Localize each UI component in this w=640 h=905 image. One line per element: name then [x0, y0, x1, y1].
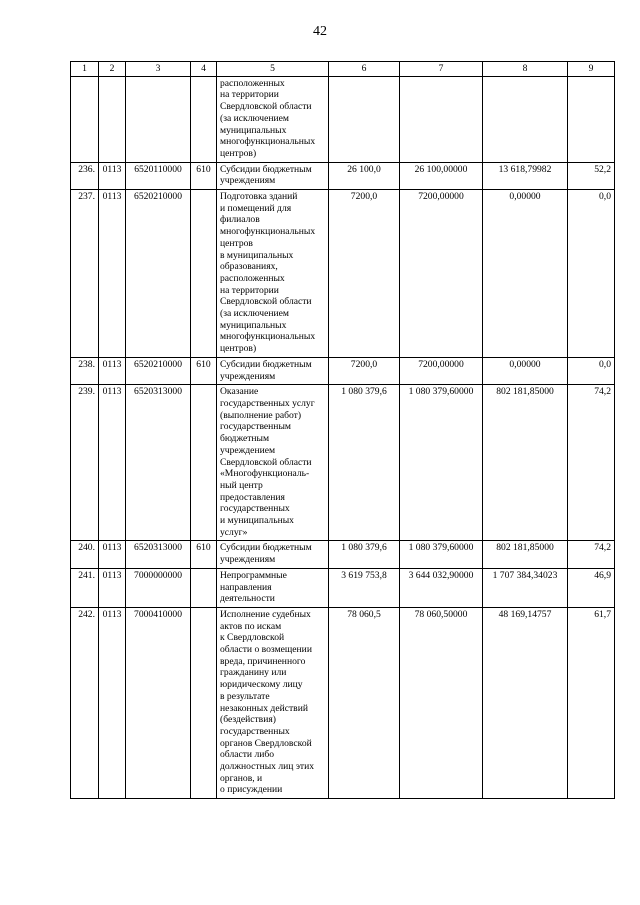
row-number: 238.: [71, 357, 99, 384]
execution-percent: 0,0: [568, 190, 615, 358]
table-row: [71, 568, 615, 607]
specified-amount: 78 060,50000: [400, 607, 483, 798]
item-name: Оказание государственных услуг (выполнение работ) государственным бюджетным учреждением Свердловской области «Многофункциональ- ный центр предоставления государственных и муниципальных услуг»: [217, 385, 329, 541]
approved-amount: [329, 76, 400, 162]
page-number: 42: [313, 24, 327, 39]
header-cell: 1: [71, 62, 99, 77]
expense-kind-code: [191, 385, 217, 541]
target-article-code: 7000000000: [126, 568, 191, 607]
approved-amount: 26 100,0: [329, 162, 400, 189]
header-cell: 7: [400, 62, 483, 77]
target-article-code: 6520313000: [126, 385, 191, 541]
row-number: 236.: [71, 162, 99, 189]
header-cell: 4: [191, 62, 217, 77]
expense-kind-code: 610: [191, 162, 217, 189]
header-cell: 6: [329, 62, 400, 77]
target-article-code: 7000410000: [126, 607, 191, 798]
expense-kind-code: 610: [191, 357, 217, 384]
specified-amount: 7200,00000: [400, 357, 483, 384]
row-number: [71, 76, 99, 162]
target-article-code: 6520210000: [126, 190, 191, 358]
section-code: 0113: [99, 568, 126, 607]
row-number: 237.: [71, 190, 99, 358]
target-article-code: [126, 76, 191, 162]
table-row: [71, 357, 615, 384]
target-article-code: 6520210000: [126, 357, 191, 384]
approved-amount: 7200,0: [329, 190, 400, 358]
section-code: 0113: [99, 357, 126, 384]
row-number: 240.: [71, 541, 99, 568]
execution-percent: 61,7: [568, 607, 615, 798]
executed-amount: 802 181,85000: [483, 385, 568, 541]
item-name: Субсидии бюджетным учреждениям: [217, 357, 329, 384]
row-number: 242.: [71, 607, 99, 798]
table-row: [71, 190, 615, 358]
section-code: 0113: [99, 541, 126, 568]
execution-percent: 0,0: [568, 357, 615, 384]
executed-amount: 1 707 384,34023: [483, 568, 568, 607]
specified-amount: 7200,00000: [400, 190, 483, 358]
item-name: Непрограммные направления деятельности: [217, 568, 329, 607]
item-name: Исполнение судебных актов по искам к Свердловской области о возмещении вреда, причиненного гражданину или юридическому лицу в результате незаконных действий (бездействия) государственных органов Свердловской области либо должностных лиц этих органов, и о присуждении: [217, 607, 329, 798]
section-code: 0113: [99, 607, 126, 798]
expense-kind-code: 610: [191, 541, 217, 568]
section-code: 0113: [99, 190, 126, 358]
item-name: Подготовка зданий и помещений для филиалов многофункциональных центров в муниципальных образованиях, расположенных на территории Свердловской области (за исключением муниципальных многофункциональных центров): [217, 190, 329, 358]
expense-kind-code: [191, 607, 217, 798]
table-row: [71, 76, 615, 162]
table-row: [71, 162, 615, 189]
header-cell: 5: [217, 62, 329, 77]
table-row: [71, 607, 615, 798]
header-cell: 2: [99, 62, 126, 77]
execution-percent: 74,2: [568, 385, 615, 541]
executed-amount: 13 618,79982: [483, 162, 568, 189]
item-name: расположенных на территории Свердловской области (за исключением муниципальных многофункциональных центров): [217, 76, 329, 162]
row-number: 241.: [71, 568, 99, 607]
header-cell: 8: [483, 62, 568, 77]
header-cell: 3: [126, 62, 191, 77]
table-row: [71, 541, 615, 568]
expense-kind-code: [191, 190, 217, 358]
item-name: Субсидии бюджетным учреждениям: [217, 541, 329, 568]
specified-amount: [400, 76, 483, 162]
specified-amount: 1 080 379,60000: [400, 385, 483, 541]
executed-amount: 48 169,14757: [483, 607, 568, 798]
table-body: [71, 62, 615, 799]
section-code: 0113: [99, 162, 126, 189]
target-article-code: 6520110000: [126, 162, 191, 189]
row-number: 239.: [71, 385, 99, 541]
expense-kind-code: [191, 568, 217, 607]
approved-amount: 78 060,5: [329, 607, 400, 798]
column-number-row: [71, 62, 615, 77]
approved-amount: 1 080 379,6: [329, 385, 400, 541]
execution-percent: 46,9: [568, 568, 615, 607]
execution-percent: 74,2: [568, 541, 615, 568]
specified-amount: 1 080 379,60000: [400, 541, 483, 568]
executed-amount: 0,00000: [483, 357, 568, 384]
executed-amount: 0,00000: [483, 190, 568, 358]
budget-table: [70, 61, 615, 799]
approved-amount: 3 619 753,8: [329, 568, 400, 607]
executed-amount: [483, 76, 568, 162]
target-article-code: 6520313000: [126, 541, 191, 568]
specified-amount: 3 644 032,90000: [400, 568, 483, 607]
executed-amount: 802 181,85000: [483, 541, 568, 568]
item-name: Субсидии бюджетным учреждениям: [217, 162, 329, 189]
execution-percent: [568, 76, 615, 162]
approved-amount: 1 080 379,6: [329, 541, 400, 568]
header-cell: 9: [568, 62, 615, 77]
table-row: [71, 385, 615, 541]
expense-kind-code: [191, 76, 217, 162]
execution-percent: 52,2: [568, 162, 615, 189]
specified-amount: 26 100,00000: [400, 162, 483, 189]
section-code: 0113: [99, 385, 126, 541]
approved-amount: 7200,0: [329, 357, 400, 384]
section-code: [99, 76, 126, 162]
